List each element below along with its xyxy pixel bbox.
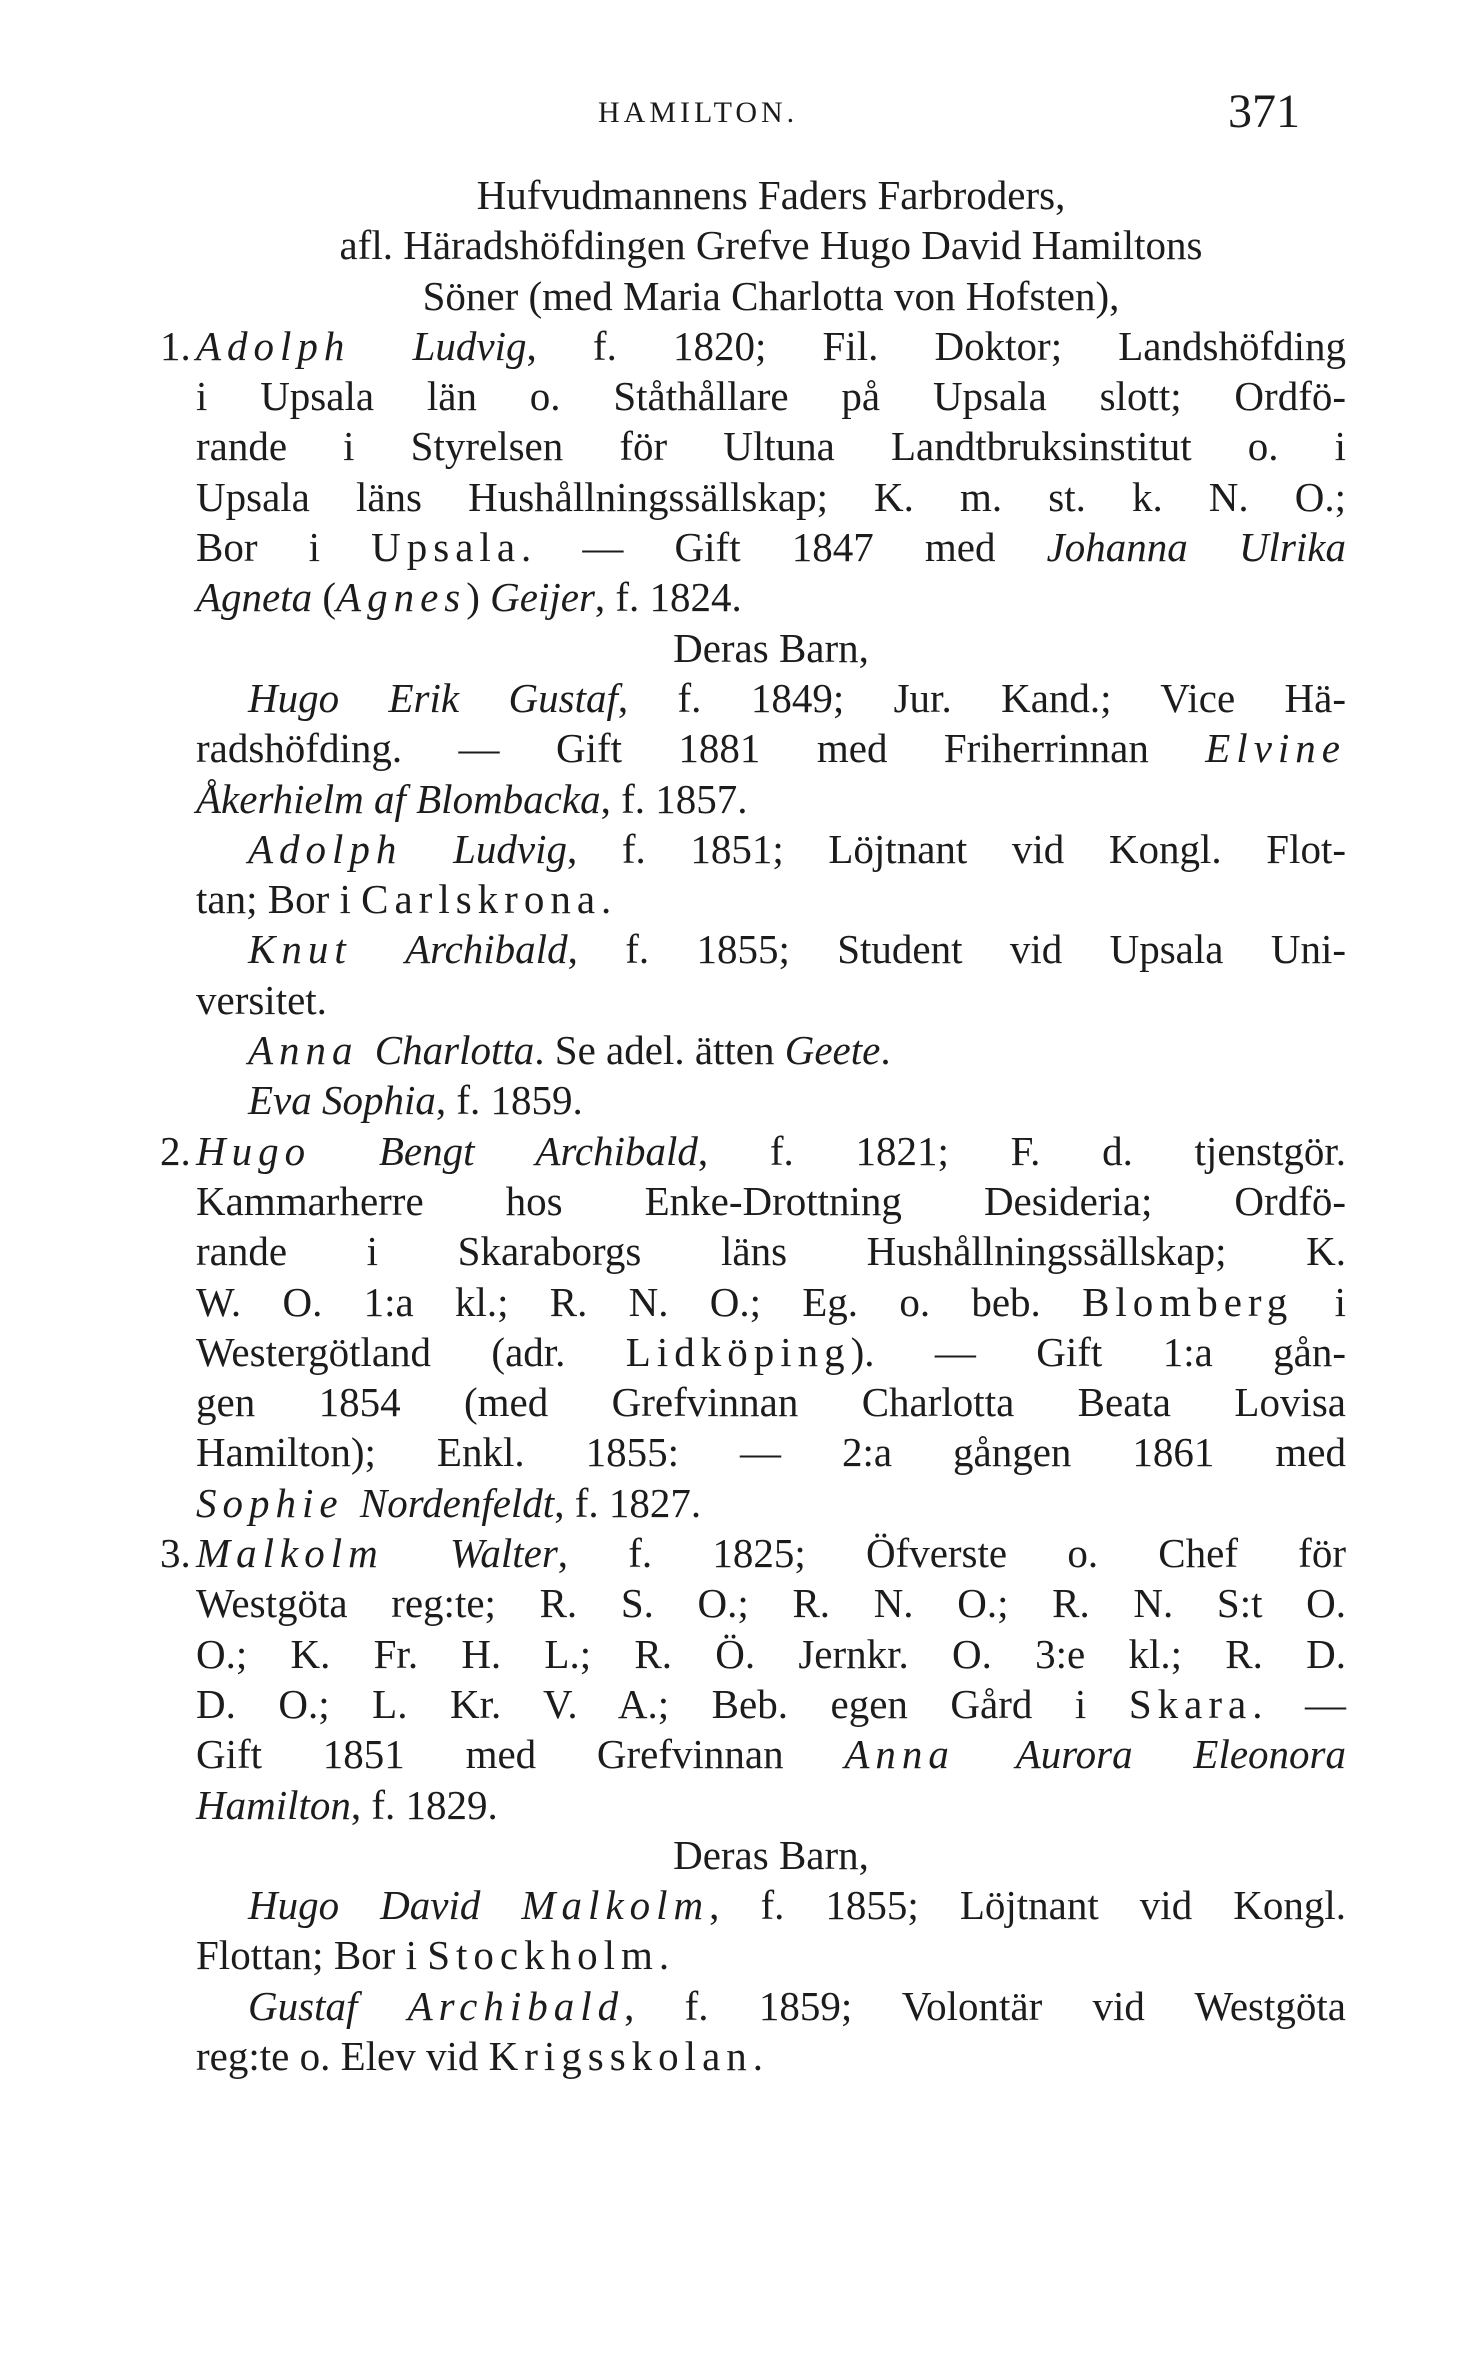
text-segment: Blomberg bbox=[1082, 1278, 1294, 1325]
text-segment: i Upsala län o. Ståthållare på Upsala slott; Ordfö- bbox=[196, 373, 1346, 420]
text-segment: gen 1854 (med Grefvinnan Charlotta Beata Lovisa bbox=[196, 1379, 1346, 1426]
text-line bbox=[196, 2031, 1346, 2081]
text-segment: . bbox=[752, 2032, 764, 2079]
text-segment: ( bbox=[312, 574, 337, 621]
text-line: 2. Hugo Bengt Archibald, f. 1821; F. d. tjenstgör. bbox=[160, 1127, 1347, 1174]
text-segment: O.; K. Fr. H. L.; R. Ö. Jernkr. O. 3:e kl.; R. D. bbox=[196, 1630, 1346, 1677]
text-segment: Carlskrona bbox=[361, 876, 602, 923]
text-line bbox=[196, 1226, 1346, 1276]
text-segment: Gustaf bbox=[248, 1982, 408, 2029]
text-line bbox=[196, 1629, 1346, 1679]
text-segment: rande i Styrelsen för Ultuna Landtbruksinstitut o. i bbox=[196, 423, 1346, 470]
text-segment: Krigsskolan bbox=[488, 2032, 753, 2079]
text-segment: Malkolm bbox=[196, 1530, 450, 1577]
text-segment: Agnes bbox=[336, 574, 467, 621]
text-segment: Lidköping bbox=[625, 1328, 851, 1375]
text-line bbox=[196, 1427, 1346, 1477]
text-segment: , f. 1859. bbox=[435, 1077, 583, 1124]
page-body bbox=[160, 170, 1347, 2081]
text-line bbox=[196, 371, 1346, 421]
text-segment: Åkerhielm af Blombacka bbox=[196, 775, 601, 822]
text-segment: , f. 1857. bbox=[600, 775, 748, 822]
text-segment: Ludvig bbox=[412, 322, 527, 369]
text-segment: Agneta bbox=[196, 574, 313, 621]
text-segment: , f. 1825; Öfverste o. Chef för bbox=[557, 1530, 1346, 1577]
text-line bbox=[196, 1377, 1346, 1427]
text-segment: . Se adel. ätten bbox=[534, 1027, 785, 1074]
text-line bbox=[196, 421, 1346, 471]
running-title: HAMILTON. bbox=[598, 96, 799, 129]
text-line bbox=[196, 1578, 1346, 1628]
text-segment: . — Gift 1847 med bbox=[521, 524, 1047, 571]
text-segment: Adolph bbox=[196, 322, 413, 369]
text-line bbox=[196, 673, 1346, 723]
text-segment: versitet. bbox=[196, 976, 327, 1023]
text-segment: Bor i bbox=[196, 524, 372, 571]
text-segment: Nordenfeldt bbox=[359, 1479, 555, 1526]
text-segment: Stockholm bbox=[427, 1932, 659, 1979]
text-line: Söner (med Maria Charlotta von Hofsten), bbox=[422, 272, 1120, 319]
text-segment: Flottan; Bor i bbox=[196, 1932, 428, 1979]
text-line bbox=[196, 924, 1346, 974]
text-segment: , f. 1820; Fil. Doktor; Landshöfding bbox=[526, 322, 1347, 369]
text-segment: Sophie bbox=[196, 1479, 360, 1526]
text-segment: Hugo David bbox=[248, 1882, 522, 1929]
text-segment: Eva Sophia bbox=[248, 1077, 436, 1124]
text-line bbox=[196, 1075, 1346, 1125]
text-segment: D. O.; L. Kr. V. A.; Beb. egen Gård i bbox=[196, 1680, 1129, 1727]
text-segment: . bbox=[658, 1932, 670, 1979]
text-line: Deras Barn, bbox=[673, 624, 869, 671]
text-segment: Hamilton); Enkl. 1855: — 2:a gången 1861 med bbox=[196, 1429, 1346, 1476]
text-segment: , f. 1859; Volontär vid Westgöta bbox=[624, 1982, 1346, 2029]
text-line bbox=[196, 1277, 1346, 1327]
text-segment: , f. 1855; Student vid Upsala Uni- bbox=[567, 926, 1346, 973]
running-header bbox=[0, 78, 1478, 138]
text-segment: Johanna Ulrika bbox=[1046, 524, 1346, 571]
text-segment: Geijer bbox=[490, 574, 595, 621]
text-line bbox=[196, 824, 1346, 874]
text-line bbox=[196, 1478, 1346, 1528]
text-segment: radshöfding. — Gift 1881 med Friherrinnan bbox=[196, 725, 1206, 772]
text-segment: Bengt Archibald bbox=[378, 1127, 698, 1174]
text-segment: Malkolm bbox=[521, 1882, 710, 1929]
text-line bbox=[196, 1176, 1346, 1226]
text-line bbox=[196, 723, 1346, 773]
text-segment: Geete bbox=[784, 1027, 881, 1074]
text-line bbox=[196, 522, 1346, 572]
text-segment: Charlotta bbox=[374, 1027, 535, 1074]
text-segment: Hamilton bbox=[196, 1781, 351, 1828]
text-segment: Knut bbox=[248, 926, 406, 973]
text-segment: tan; Bor i bbox=[196, 876, 362, 923]
text-segment: Westergötland (adr. bbox=[196, 1328, 626, 1375]
text-line: 1. Adolph Ludvig, f. 1820; Fil. Doktor; Landshöfding bbox=[160, 322, 1347, 369]
text-segment: . bbox=[880, 1027, 891, 1074]
text-segment: Archibald bbox=[405, 926, 568, 973]
text-segment: . — bbox=[1252, 1680, 1347, 1727]
text-segment: Walter bbox=[449, 1530, 558, 1577]
text-segment: Hugo bbox=[196, 1127, 379, 1174]
text-line bbox=[196, 975, 1346, 1025]
text-line bbox=[196, 1880, 1346, 1930]
text-segment: , f. 1821; F. d. tjenstgör. bbox=[697, 1127, 1347, 1174]
text-segment: Gift 1851 med Grefvinnan bbox=[196, 1731, 845, 1778]
text-segment: , f. 1855; Löjtnant vid Kongl. bbox=[709, 1882, 1346, 1929]
text-segment: Kammarherre hos Enke-Drottning Desideria; Ordfö- bbox=[196, 1177, 1346, 1224]
text-line bbox=[196, 472, 1346, 522]
text-segment: Hugo Erik Gustaf bbox=[248, 674, 618, 721]
text-segment: Upsala bbox=[371, 524, 522, 571]
text-segment: ) bbox=[466, 574, 491, 621]
text-line bbox=[196, 1780, 1346, 1830]
text-segment: rande i Skaraborgs läns Hushållningssällskap; K. bbox=[196, 1228, 1346, 1275]
page-number: 371 bbox=[1228, 85, 1300, 138]
text-line bbox=[196, 1729, 1346, 1779]
text-line bbox=[196, 1679, 1346, 1729]
text-segment: , f. 1824. bbox=[594, 574, 742, 621]
text-segment: , f. 1829. bbox=[350, 1781, 498, 1828]
text-line bbox=[196, 1930, 1346, 1980]
text-segment: i bbox=[1293, 1278, 1346, 1325]
text-segment: Anna bbox=[844, 1731, 955, 1778]
text-line bbox=[196, 572, 1346, 622]
text-line bbox=[196, 874, 1346, 924]
text-segment: Ludvig bbox=[453, 825, 567, 872]
text-line bbox=[196, 1327, 1346, 1377]
text-segment: Upsala läns Hushållningssällskap; K. m. st. k. N. O.; bbox=[196, 473, 1346, 520]
text-segment: reg:te o. Elev vid bbox=[196, 2032, 489, 2079]
text-line: Deras Barn, bbox=[673, 1831, 869, 1878]
text-segment: Adolph bbox=[248, 825, 454, 872]
text-segment: Archibald bbox=[407, 1982, 625, 2029]
text-segment: Anna bbox=[248, 1027, 375, 1074]
text-segment bbox=[955, 1731, 1016, 1777]
text-segment: . bbox=[601, 876, 612, 923]
text-segment: Elvine bbox=[1205, 725, 1346, 772]
text-segment: W. O. 1:a kl.; R. N. O.; Eg. o. beb. bbox=[196, 1278, 1083, 1325]
text-segment: , f. 1851; Löjtnant vid Kongl. Flot- bbox=[566, 825, 1347, 872]
text-line: Hufvudmannens Faders Farbroders, bbox=[476, 172, 1066, 218]
text-segment: Westgöta reg:te; R. S. O.; R. N. O.; R. N. S:t O. bbox=[196, 1580, 1346, 1627]
text-segment: , f. 1849; Jur. Kand.; Vice Hä- bbox=[617, 674, 1347, 721]
text-line: afl. Häradshöfdingen Grefve Hugo David Hamiltons bbox=[339, 222, 1203, 269]
text-line: 3. Malkolm Walter, f. 1825; Öfverste o. Chef för bbox=[160, 1530, 1346, 1577]
text-segment: Skara bbox=[1128, 1680, 1253, 1727]
text-line bbox=[196, 774, 1346, 824]
text-segment: , f. 1827. bbox=[554, 1479, 702, 1526]
text-line bbox=[196, 1981, 1346, 2031]
text-line bbox=[196, 1025, 1346, 1075]
text-segment: ). — Gift 1:a gån- bbox=[850, 1328, 1347, 1375]
text-segment: Aurora Eleonora bbox=[1015, 1731, 1346, 1778]
